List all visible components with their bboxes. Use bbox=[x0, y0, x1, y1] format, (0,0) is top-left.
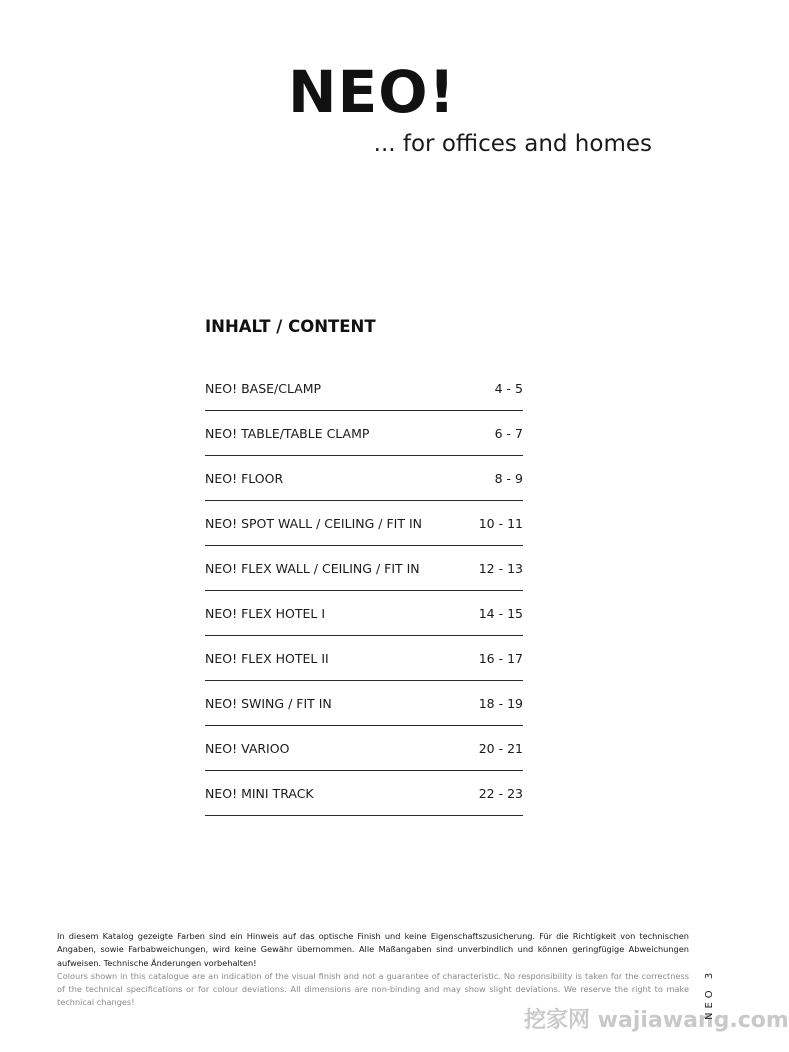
table-of-contents bbox=[205, 366, 523, 816]
toc-item-label: NEO! BASE/CLAMP bbox=[205, 380, 322, 396]
toc-row-floor bbox=[205, 456, 523, 501]
toc-heading: INHALT / CONTENT bbox=[205, 317, 376, 336]
page-number: NEO 3 bbox=[704, 968, 715, 1020]
toc-item-pages: 16 - 17 bbox=[478, 650, 523, 666]
toc-item-label: NEO! FLEX HOTEL I bbox=[205, 605, 326, 621]
toc-row-table-clamp bbox=[205, 411, 523, 456]
toc-row-swing bbox=[205, 681, 523, 726]
toc-item-pages: 10 - 11 bbox=[478, 515, 523, 531]
toc-item-label: NEO! FLOOR bbox=[205, 470, 284, 486]
toc-item-label: NEO! MINI TRACK bbox=[205, 785, 314, 801]
toc-item-pages: 20 - 21 bbox=[478, 740, 523, 756]
toc-row-flex bbox=[205, 546, 523, 591]
toc-item-pages: 12 - 13 bbox=[478, 560, 523, 576]
page-subtitle: ... for offices and homes bbox=[373, 131, 652, 157]
toc-item-pages: 22 - 23 bbox=[478, 785, 523, 801]
toc-item-label: NEO! TABLE/TABLE CLAMP bbox=[205, 425, 370, 441]
toc-item-label: NEO! SWING / FIT IN bbox=[205, 695, 332, 711]
toc-item-label: NEO! VARIOO bbox=[205, 740, 290, 756]
page-title: NEO! bbox=[288, 58, 456, 126]
toc-item-pages: 18 - 19 bbox=[478, 695, 523, 711]
disclaimer-german: In diesem Katalog gezeigte Farben sind ein Hinweis auf das optische Finish und keine Eigenschaftszusicherung. Für die Richtigkeit von technischen Angaben, sowie Farbabweichungen, wird keine Gewähr übernommen. Alle Maßangaben sind unverbindlich und können geringfügige Abweichungen aufweisen. Technische Änderungen vorbehalten! bbox=[57, 931, 689, 968]
disclaimer bbox=[57, 930, 689, 1010]
toc-row-flex-hotel-2 bbox=[205, 636, 523, 681]
toc-item-pages: 8 - 9 bbox=[494, 470, 523, 486]
toc-row-mini-track bbox=[205, 771, 523, 816]
toc-item-label: NEO! SPOT WALL / CEILING / FIT IN bbox=[205, 515, 422, 531]
toc-item-label: NEO! FLEX HOTEL II bbox=[205, 650, 329, 666]
toc-row-varioo bbox=[205, 726, 523, 771]
toc-item-pages: 14 - 15 bbox=[478, 605, 523, 621]
toc-row-flex-hotel-1 bbox=[205, 591, 523, 636]
toc-row-base-clamp bbox=[205, 366, 523, 411]
toc-item-pages: 6 - 7 bbox=[494, 425, 523, 441]
disclaimer-english: Colours shown in this catalogue are an indication of the visual finish and not a guarantee of characteristic. No responsibility is taken for the correctness of the technical specifications or for colour deviations. All dimensions are non-binding and may show slight deviations. We reserve the right to make technical changes! bbox=[57, 970, 689, 1008]
toc-item-pages: 4 - 5 bbox=[494, 380, 523, 396]
toc-item-label: NEO! FLEX WALL / CEILING / FIT IN bbox=[205, 560, 420, 576]
watermark: 挖家网 wajiawang.com bbox=[524, 1008, 789, 1033]
toc-row-spot bbox=[205, 501, 523, 546]
